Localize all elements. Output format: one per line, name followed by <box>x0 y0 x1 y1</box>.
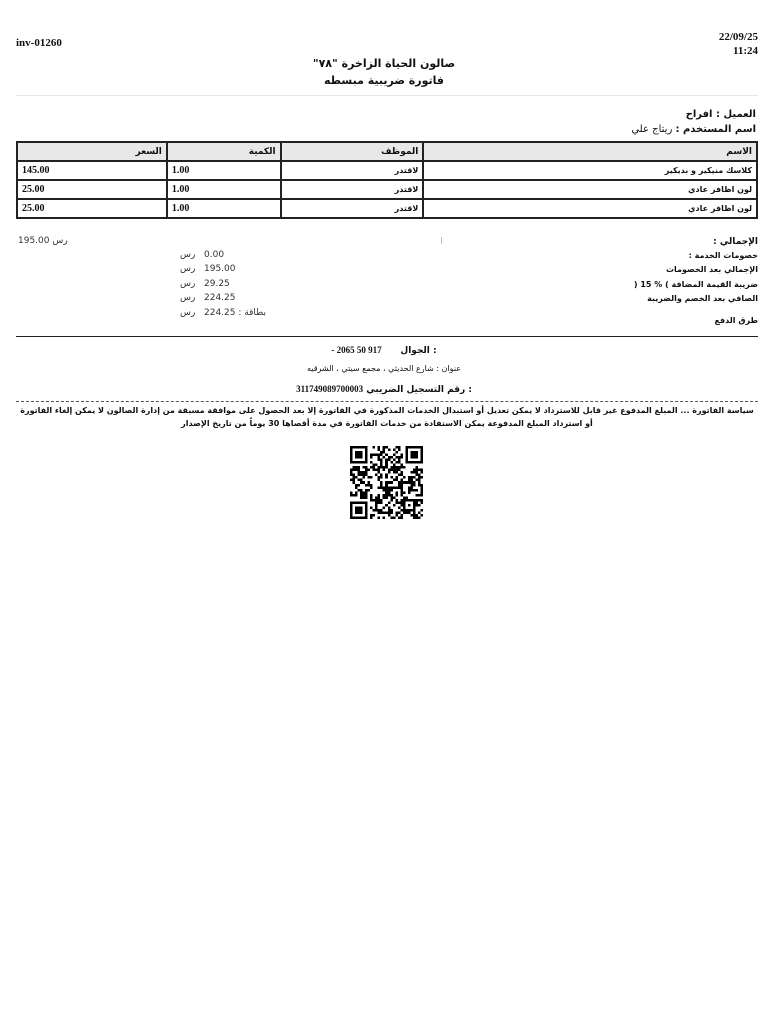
cell-qty: 1.00 <box>167 199 281 218</box>
cell-employee: لاقتدر <box>281 180 424 199</box>
items-table <box>16 141 758 219</box>
total-value <box>18 236 68 246</box>
client-line: العميل : افراح <box>685 109 756 120</box>
invoice-time: 11:24 <box>732 45 758 57</box>
vat-label: ضريبة القيمة المضافة ) % 15 ( <box>633 280 758 289</box>
vat-number: 311749089700003 <box>296 384 364 394</box>
cell-employee: لاقتدر <box>281 199 424 218</box>
total-amount: 195.00 <box>18 236 50 246</box>
net-value: رس 224.25 <box>180 293 236 303</box>
customer-info <box>631 107 756 137</box>
discount-value: رس 0.00 <box>180 250 225 260</box>
user-label: اسم المستخدم : <box>675 124 756 135</box>
qr-code-icon <box>350 446 423 519</box>
invoice-date: 22/09/25 <box>718 31 758 43</box>
cell-price: 25.00 <box>17 180 167 199</box>
divider <box>16 95 758 96</box>
document-title: فاتورة ضريبية مبسطه <box>324 74 444 87</box>
after-discount-label: الإجمالي بعد الخصومات <box>665 265 758 274</box>
cell-qty: 1.00 <box>167 180 281 199</box>
cell-name: لون اظافر عادي <box>423 199 757 218</box>
vat-registration <box>0 384 768 395</box>
divider-tick <box>441 237 442 244</box>
table-row <box>17 161 757 180</box>
phone-label: الجوال : <box>400 346 437 356</box>
invoice-policy: سياسة الفاتورة ... المبلغ المدفوع غير قابل للاسترداد لا يمكن تعديل أو استبدال الخدمات المذكورة في الفاتورة إلا بعد الحصول على موافقة مسبقة من إدارة الصالون لا يمكن إلغاء الفاتورة أو استرداد المبلغ المدفوعة يمكن الاستفادة من خدمات الفاتورة في مدة أقصاها 30 يوماً من تاريخ الإصدار <box>20 406 754 428</box>
column-header-employee: الموظف <box>281 142 424 161</box>
phone-value: - 2065 50 917 <box>331 345 382 355</box>
invoice-number: inv-01260 <box>16 37 62 49</box>
total-currency: رس <box>52 236 68 246</box>
table-row <box>17 180 757 199</box>
vat-label: رقم التسجيل الضريبي : <box>366 385 472 395</box>
column-header-price: السعر <box>17 142 167 161</box>
discount-label: خصومات الخدمة : <box>688 251 758 260</box>
column-header-name: الاسم <box>423 142 757 161</box>
cell-qty: 1.00 <box>167 161 281 180</box>
total-label: الإجمالي : <box>713 237 758 247</box>
payment-method-label: طرق الدفع <box>714 316 758 325</box>
payment-method-value: رس بطاقة : 224.25 <box>180 308 267 318</box>
after-discount-value: رس 195.00 <box>180 264 236 274</box>
cell-price: 25.00 <box>17 199 167 218</box>
divider <box>16 336 758 337</box>
address: عنوان : شارع الحديثي ، مجمع سيتي ، الشرقيه <box>307 364 461 373</box>
net-label: الصافي بعد الخصم والضريبة <box>647 294 758 303</box>
cell-price: 145.00 <box>17 161 167 180</box>
shop-name: صالون الحياة الزاخرة "٧٨" <box>312 57 456 70</box>
phone-line <box>0 345 768 356</box>
policy-divider <box>16 401 758 402</box>
column-header-qty: الكمية <box>167 142 281 161</box>
user-line <box>631 122 756 137</box>
cell-employee: لاقتدر <box>281 161 424 180</box>
vat-value: رس 29.25 <box>180 279 230 289</box>
cell-name: لون اظافر عادي <box>423 180 757 199</box>
table-row <box>17 199 757 218</box>
invoice-datetime <box>719 30 758 58</box>
cell-name: كلاسك منيكير و بديكير <box>423 161 757 180</box>
user-name: ريتاج علي <box>631 124 673 135</box>
table-header-row <box>17 142 757 161</box>
